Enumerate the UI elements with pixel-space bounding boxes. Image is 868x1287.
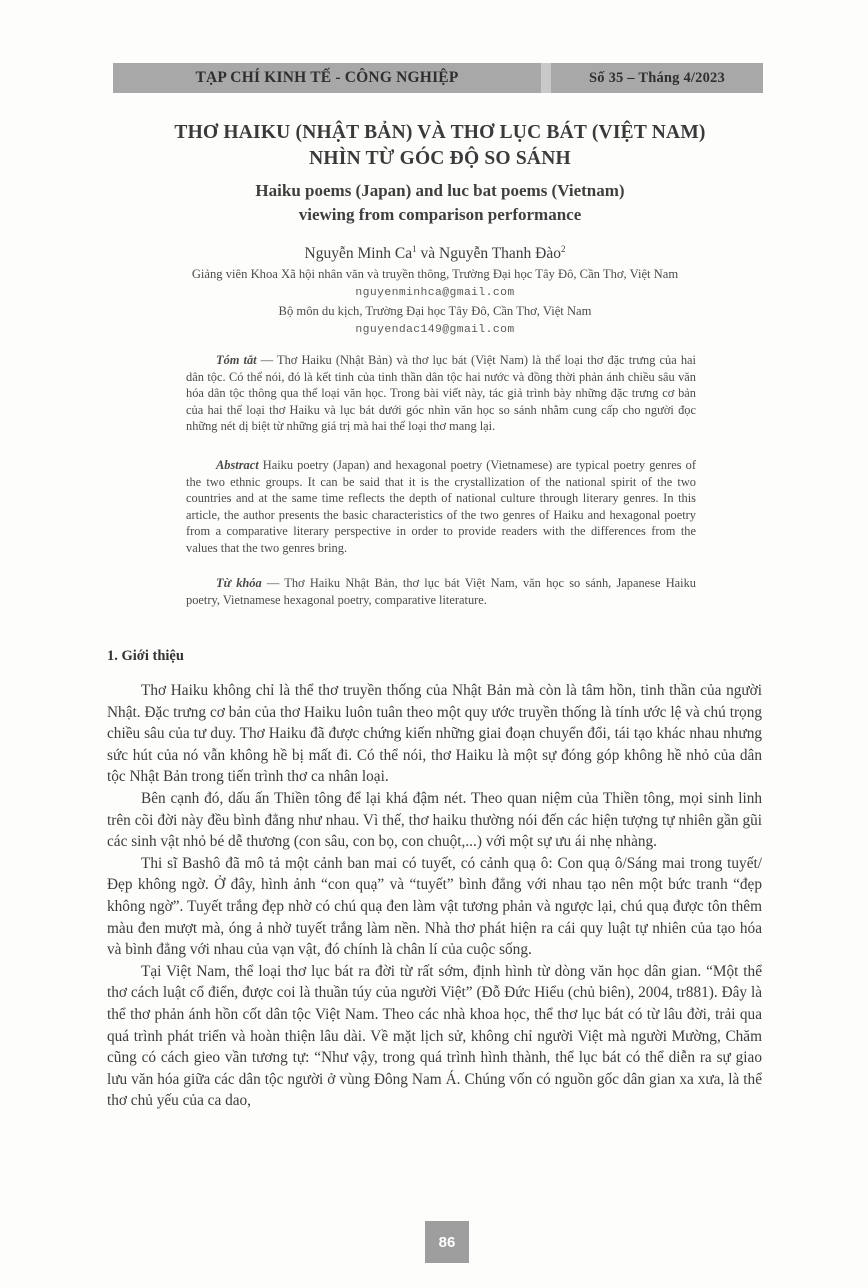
article-title-english-line2: viewing from comparison performance (298, 205, 582, 224)
body-paragraph: Thơ Haiku không chỉ là thể thơ truyền thống của Nhật Bản mà còn là tâm hồn, tinh thần của người Nhật. Đặc trưng cơ bản của thơ Haiku luôn tuân theo một quy ước truyền thống là tính ước lệ và chú trọng chiều sâu của tư duy. Thơ Haiku đã được chứng kiến những giai đoạn chuyển đổi, tái tạo khác nhau nhưng sức hút của nó vẫn không hề bị mất đi. Có thể nói, thơ Haiku là một sự đóng góp không hề nhỏ của dân tộc Nhật Bản trong tiến trình thơ ca nhân loại. (107, 682, 762, 786)
author-email-1[interactable]: nguyenminhca@gmail.com (355, 287, 515, 299)
abstract-vietnamese-text: Thơ Haiku (Nhật Bản) và thơ lục bát (Việt Nam) là thể loại thơ đặc trưng của hai dân tộc. Có thể nói, đó là kết tinh của tinh thần dân tộc hai nước và đồng thời phản ánh chiều sâu văn hóa dân tộc thông qua thể loại văn học. Trong bài viết này, tác giả trình bày những đặc trưng cơ bản của hai thể loại thơ Haiku và lục bát dưới góc nhìn văn học so sánh nhằm cung cấp cho người đọc những nét dị biệt từ những giá trị mà hai thể loại thơ mang lại. (186, 353, 696, 434)
author-1-footnote-marker: 1 (412, 243, 417, 254)
abstract-vietnamese-label: Tóm tắt (216, 353, 257, 367)
journal-title-cell (113, 63, 541, 93)
keywords-text: Thơ Haiku Nhật Bản, thơ lục bát Việt Nam, văn học so sánh, Japanese Haiku poetry, Vietnamese hexagonal poetry, comparative literature. (186, 576, 696, 607)
article-title-english (120, 179, 760, 227)
article-title-vietnamese-line1: THƠ HAIKU (NHẬT BẢN) VÀ THƠ LỤC BÁT (VIỆT NAM) (174, 122, 706, 143)
article-title-vietnamese (120, 120, 760, 172)
keywords-block (186, 575, 696, 608)
page-number-box (425, 1221, 469, 1263)
abstract-english (186, 457, 696, 557)
keywords-label: Từ khóa (216, 576, 262, 590)
affiliation-2: Bộ môn du kịch, Trường Đại học Tây Đô, Cần Thơ, Việt Nam (278, 304, 592, 318)
authors-block (100, 243, 770, 339)
body-paragraph: Thi sĩ Bashô đã mô tả một cảnh ban mai có tuyết, có cảnh quạ ô: Con quạ ô/Sáng mai trong tuyết/Đẹp không ngờ. Ở đây, hình ảnh “con quạ” và “tuyết” bình đẳng với nhau tạo nên một bức tranh “đẹp không ngờ”. Tuyết trắng đẹp nhờ có chú quạ đen làm vật tương phản và ngược lại, chú quạ được tôn thêm màu đen mượt mà, óng ả nhờ tuyết trắng làm nền. Nhà thơ phát hiện ra cái quy luật tự nhiên của tạo hóa và bình đẳng với nhau của vạn vật, đó chính là chân lí của cuộc sống. (107, 854, 762, 959)
title-block (120, 120, 760, 227)
article-title-vietnamese-line2: NHÌN TỪ GÓC ĐỘ SO SÁNH (309, 148, 571, 169)
journal-title: TẠP CHÍ KINH TẾ - CÔNG NGHIỆP (195, 69, 459, 86)
section-heading-introduction: 1. Giới thiệu (107, 648, 184, 664)
banner-divider (541, 63, 551, 93)
issue-label: Số 35 – Tháng 4/2023 (589, 69, 725, 86)
body-paragraph: Bên cạnh đó, dấu ấn Thiền tông để lại khá đậm nét. Theo quan niệm của Thiền tông, mọi sinh linh trên cõi đời này đều bình đẳng như nhau. Vì thế, thơ haiku thường nói đến các hiện tượng tự nhiên gần gũi các sinh vật nhỏ bé dễ thương (con sâu, con bọ, con chuột,...) với một sự ưu ái nhẹ nhàng. (107, 789, 762, 851)
issue-cell (551, 63, 763, 93)
abstract-english-text: Haiku poetry (Japan) and hexagonal poetry (Vietnamese) are typical poetry genres of the two ethnic groups. It can be said that it is the crystallization of the national spirit of the two countries and at the same time reflects the depth of national culture through literary genres. In this article, the author presents the basic characteristics of the two genres of Haiku and hexagonal poetry from a comparative literary perspective in order to provide readers with the differences from the values that the two genres bring. (186, 458, 696, 555)
author-names (100, 243, 770, 265)
author-2-footnote-marker: 2 (560, 243, 566, 254)
author-email-2[interactable]: nguyendac149@gmail.com (355, 324, 515, 336)
abstract-english-label: Abstract (216, 458, 259, 472)
body-text (107, 680, 762, 1112)
article-title-english-line1: Haiku poems (Japan) and luc bat poems (Vietnam) (255, 181, 625, 200)
body-paragraph: Tại Việt Nam, thể loại thơ lục bát ra đời từ rất sớm, định hình từ dòng văn học dân gian. “Một thể thơ cách luật cổ điển, được coi là thuần túy của người Việt” (Đỗ Đức Hiểu (chủ biên), 2004, tr881). Đây là thể thơ phản ánh hồn cốt dân tộc Việt Nam. Theo các nhà khoa học, thể thơ lục bát có từ lâu đời, trải qua quá trình phát triển và hoàn thiện lâu dài. Về mặt lịch sử, không chỉ người Việt mà người Mường, Chăm cũng có cách gieo vần tương tự: “Như vậy, trong quá trình hình thành, thể lục bát có thể diễn ra sự giao lưu văn hóa giữa các dân tộc người ở vùng Đông Nam Á. Chúng vốn có nguồn gốc dân gian xa xưa, là thể thơ chủ yếu của ca dao, (107, 962, 762, 1110)
author-names-conjunction: và Nguyễn Thanh Đào (416, 245, 561, 262)
abstract-vietnamese-dash: — (256, 353, 278, 367)
keywords-dash: — (261, 576, 285, 590)
abstract-vietnamese (186, 352, 696, 435)
affiliation-1: Giảng viên Khoa Xã hội nhân văn và truyền thông, Trường Đại học Tây Đô, Cần Thơ, Việt Nam (191, 267, 679, 281)
page-number: 86 (438, 1233, 456, 1251)
author-name-1: Nguyễn Minh Ca (304, 245, 413, 262)
running-head-banner (113, 63, 763, 93)
